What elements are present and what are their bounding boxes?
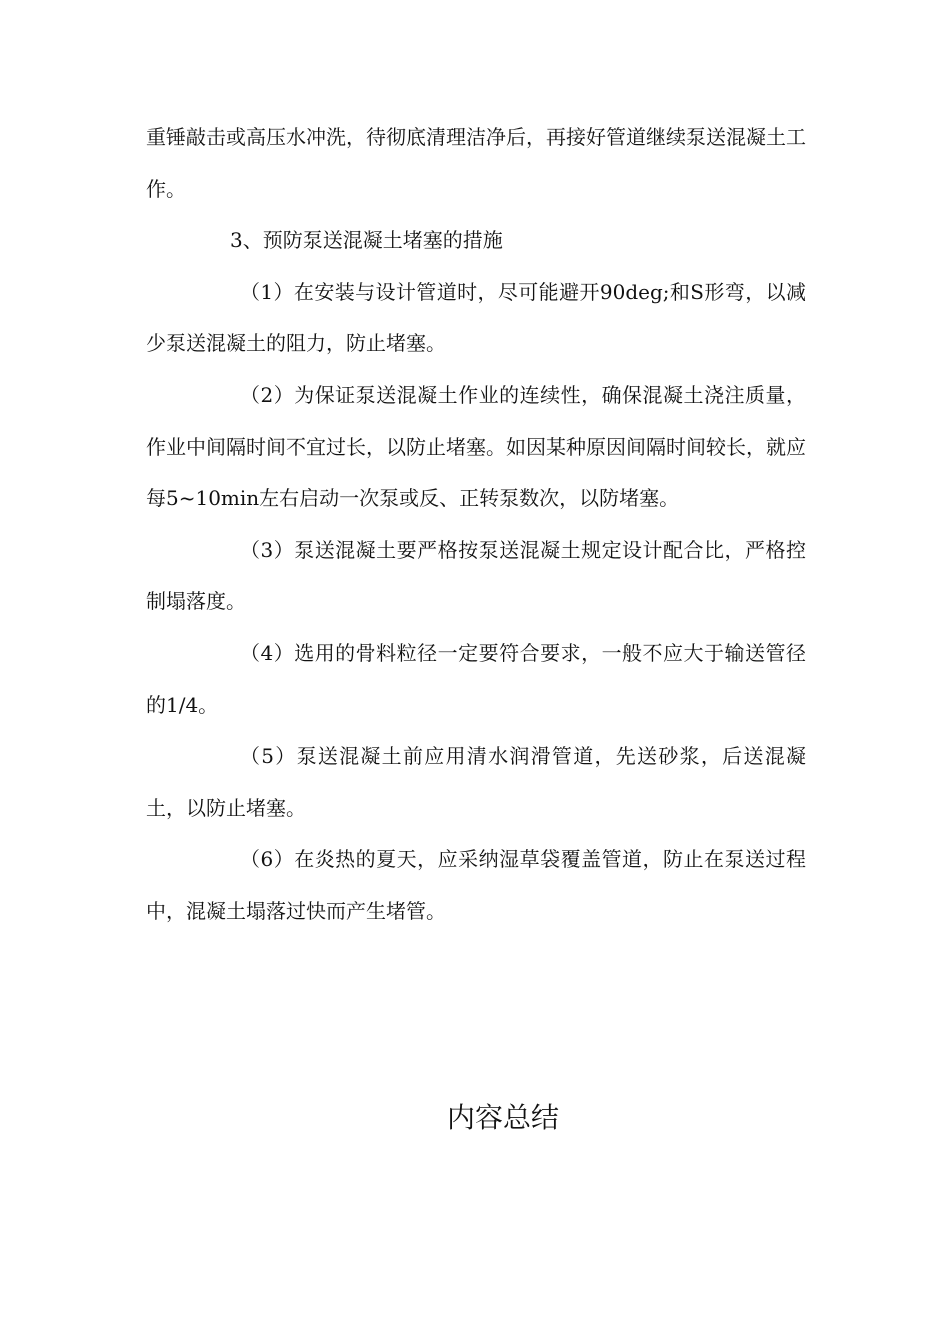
summary-title: 内容总结 <box>446 1101 559 1134</box>
measure-item-1: （1）在安装与设计管道时，尽可能避开90deg;和S形弯，以减少泵送混凝土的阻力，防止堵塞。 <box>146 279 806 356</box>
measure-item-4: （4）选用的骨料粒径一定要符合要求，一般不应大于输送管径的1/4。 <box>146 640 806 717</box>
paragraph-continuation: 重锤敲击或高压水冲洗，待彻底清理洁净后，再接好管道继续泵送混凝土工作。 <box>146 125 806 201</box>
measure-item-5: （5）泵送混凝土前应用清水润滑管道，先送砂浆，后送混凝土，以防止堵塞。 <box>146 744 806 820</box>
measure-item-2: （2）为保证泵送混凝土作业的连续性，确保混凝土浇注质量，作业中间隔时间不宜过长，以防止堵塞。如因某种原因间隔时间较长，就应每5~10min左右启动一次泵或反、正转泵数次，以防堵塞。 <box>146 382 806 511</box>
section-heading: 3、预防泵送混凝土堵塞的措施 <box>230 228 503 253</box>
document-body <box>146 112 806 938</box>
measure-item-6: （6）在炎热的夏天，应采纳湿草袋覆盖管道，防止在泵送过程中，混凝土塌落过快而产生堵管。 <box>146 847 806 923</box>
measure-item-3: （3）泵送混凝土要严格按泵送混凝土规定设计配合比，严格控制塌落度。 <box>146 537 806 614</box>
